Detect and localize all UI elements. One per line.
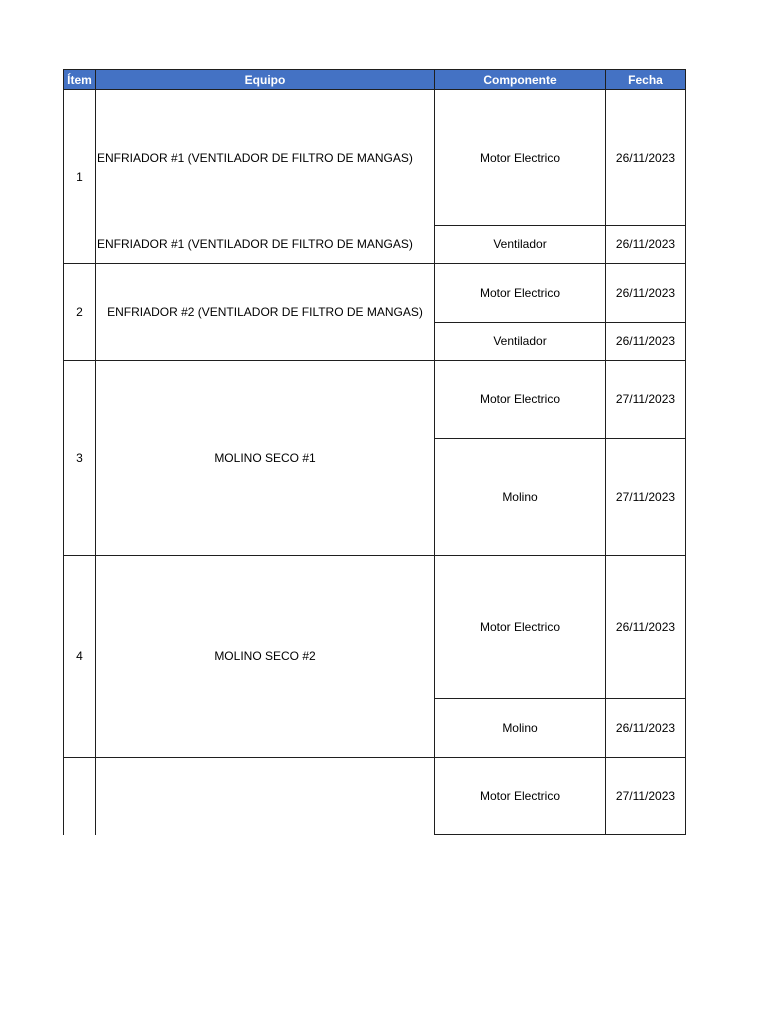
grid-line xyxy=(434,322,686,323)
item-cell xyxy=(63,757,96,834)
grid-line xyxy=(95,69,96,835)
grid-line xyxy=(605,69,606,835)
grid-line xyxy=(63,555,686,556)
equipo-cell: ENFRIADOR #1 (VENTILADOR DE FILTRO DE MANGAS) xyxy=(97,150,413,165)
fecha-cell: 27/11/2023 xyxy=(615,489,676,504)
fecha-cell: 26/11/2023 xyxy=(615,619,676,634)
componente-cell: Motor Electrico xyxy=(479,150,561,165)
grid-line xyxy=(434,69,435,835)
equipo-cell: ENFRIADOR #1 (VENTILADOR DE FILTRO DE MANGAS) xyxy=(97,237,413,251)
componente-cell: Motor Electrico xyxy=(479,619,561,634)
grid-line xyxy=(434,438,686,439)
grid-line xyxy=(63,263,686,264)
equipo-cell xyxy=(95,757,435,834)
item-cell: 1 xyxy=(76,169,83,184)
grid-line xyxy=(63,89,686,90)
grid-line xyxy=(434,698,686,699)
equipo-cell: MOLINO SECO #2 xyxy=(214,649,316,663)
grid-line xyxy=(434,834,686,835)
componente-cell: Molino xyxy=(502,489,538,504)
componente-cell: Motor Electrico xyxy=(479,788,561,803)
fecha-cell: 26/11/2023 xyxy=(615,237,676,251)
fecha-cell: 26/11/2023 xyxy=(615,285,676,300)
item-cell: 4 xyxy=(76,649,83,663)
grid-line xyxy=(63,360,686,361)
fecha-cell: 27/11/2023 xyxy=(615,788,676,803)
grid-line xyxy=(685,69,686,835)
header-item: Ítem xyxy=(63,69,96,90)
fecha-cell: 26/11/2023 xyxy=(615,720,676,735)
equipo-cell: ENFRIADOR #2 (VENTILADOR DE FILTRO DE MANGAS) xyxy=(107,304,423,319)
item-cell: 2 xyxy=(76,304,83,319)
grid-line xyxy=(63,69,686,70)
componente-cell: Molino xyxy=(502,720,538,735)
header-equipo: Equipo xyxy=(95,69,435,90)
fecha-cell: 26/11/2023 xyxy=(615,150,676,165)
header-fecha: Fecha xyxy=(605,69,686,90)
equipo-cell: MOLINO SECO #1 xyxy=(214,450,316,465)
componente-cell: Ventilador xyxy=(493,237,547,251)
header-componente: Componente xyxy=(434,69,606,90)
grid-line xyxy=(434,225,686,226)
grid-line xyxy=(63,757,686,758)
componente-cell: Motor Electrico xyxy=(479,392,561,406)
fecha-cell: 26/11/2023 xyxy=(615,334,676,348)
componente-cell: Ventilador xyxy=(493,334,547,348)
item-cell: 3 xyxy=(76,450,83,465)
grid-line xyxy=(63,69,64,835)
componente-cell: Motor Electrico xyxy=(479,285,561,300)
fecha-cell: 27/11/2023 xyxy=(615,392,676,406)
